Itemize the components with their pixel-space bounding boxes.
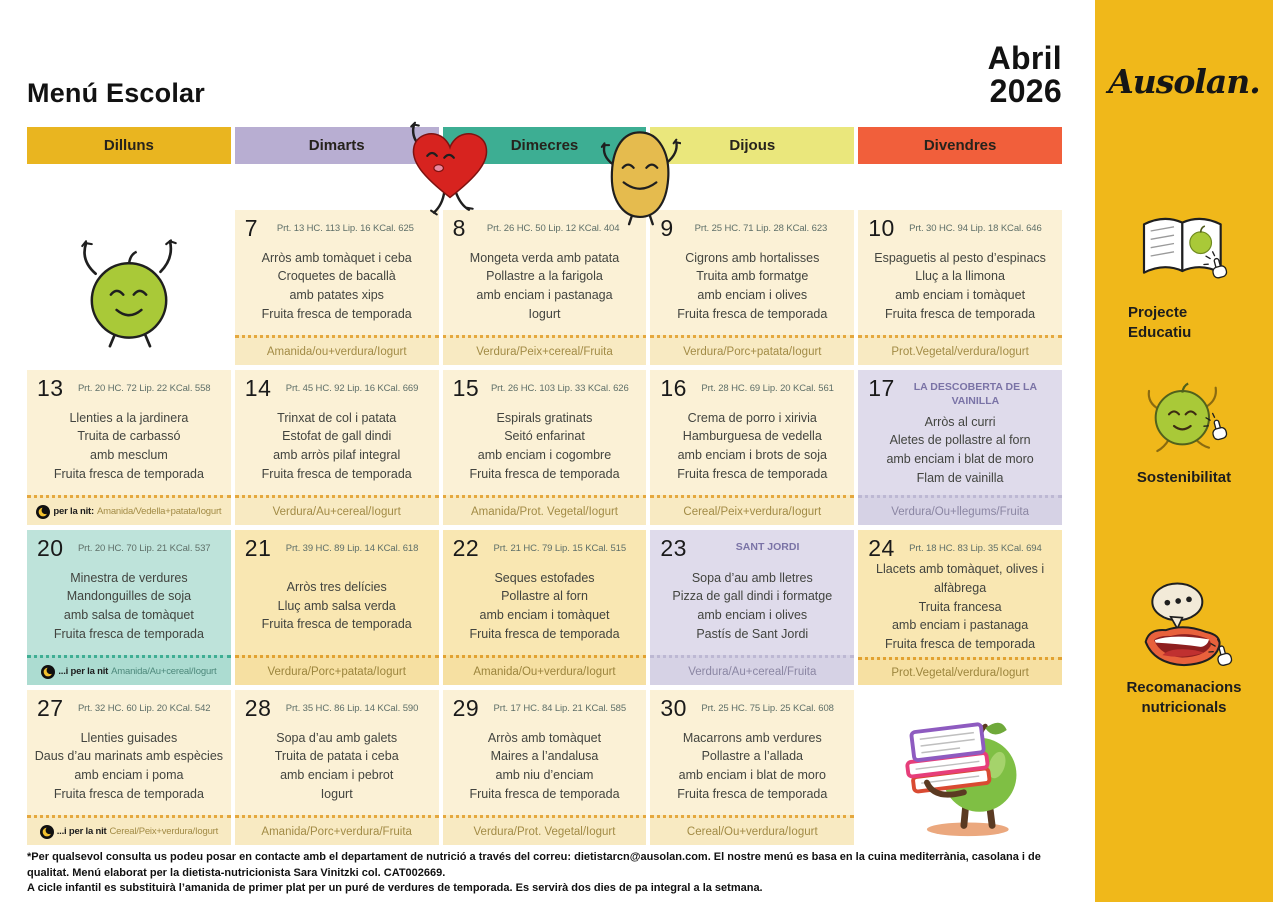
menu-item: Iogurt bbox=[320, 786, 353, 801]
moon-icon bbox=[36, 505, 50, 519]
menu-item: Minestra de verdures bbox=[70, 570, 188, 585]
nutrition-info: Prt. 18 HC. 83 Lip. 35 KCal. 694 bbox=[909, 543, 1042, 554]
day-cell-28 bbox=[235, 690, 439, 845]
day-cell-21 bbox=[235, 530, 439, 685]
heart-character-illustration bbox=[399, 118, 501, 222]
mouth-icon bbox=[1134, 580, 1234, 672]
nutrition-info: Prt. 21 HC. 79 Lip. 15 KCal. 515 bbox=[493, 543, 627, 554]
day-number: 22 bbox=[452, 535, 480, 561]
menu-item: Truita de patata i ceba bbox=[274, 749, 399, 764]
menu-item: amb mesclum bbox=[90, 448, 168, 462]
food-groups-footer: Verdura/Au+cereal/Iogurt bbox=[235, 495, 439, 525]
day-number: 24 bbox=[868, 535, 895, 561]
day-cell-16 bbox=[650, 370, 854, 525]
menu-list bbox=[443, 560, 647, 655]
menu-item: Fruita fresca de temporada bbox=[469, 626, 620, 641]
page-title: Menú Escolar bbox=[27, 78, 205, 108]
menu-list bbox=[27, 720, 231, 815]
menu-item: Fruita fresca de temporada bbox=[469, 786, 620, 801]
sidebar-item-projecte-educatiu[interactable] bbox=[1095, 205, 1273, 342]
food-groups-text: Amanida/Vedella+patata/Iogurt bbox=[96, 506, 222, 517]
menu-item: amb enciam i blat de moro bbox=[886, 452, 1034, 467]
footnote bbox=[27, 850, 1062, 897]
nutrition-info: Prt. 45 HC. 92 Lip. 16 KCal. 669 bbox=[285, 383, 419, 394]
menu-item: amb salsa de tomàquet bbox=[63, 608, 194, 622]
menu-list bbox=[858, 408, 1062, 495]
day-number: 13 bbox=[37, 375, 64, 401]
nutrition-info: Prt. 32 HC. 60 Lip. 20 KCal. 542 bbox=[77, 703, 211, 714]
menu-item: Pollastre a l’allada bbox=[701, 749, 804, 764]
sidebar-item-label: Recomanacions nutricionals bbox=[1126, 679, 1242, 716]
nutrition-info: Prt. 28 HC. 69 Lip. 20 KCal. 561 bbox=[701, 383, 834, 394]
day-number: 23 bbox=[660, 535, 687, 561]
menu-item: Crema de porro i xirivia bbox=[687, 410, 817, 425]
menu-item: Arròs tres delícies bbox=[286, 579, 387, 594]
menu-item: amb enciam i pastanaga bbox=[891, 618, 1029, 633]
day-cell-15 bbox=[443, 370, 647, 525]
menu-item: Seitó enfarinat bbox=[504, 429, 585, 444]
menu-item: amb arròs pilaf integral bbox=[273, 448, 401, 462]
weekday-header-dimecres: Dimecres bbox=[443, 127, 647, 164]
day-number: 29 bbox=[452, 695, 480, 721]
day-cell-17 bbox=[858, 370, 1062, 525]
sidebar-item-label: Projecte Educatiu bbox=[1128, 304, 1192, 341]
menu-list bbox=[235, 240, 439, 335]
food-groups-footer: Verdura/Peix+cereal/Fruita bbox=[443, 335, 647, 365]
day-number: 17 bbox=[868, 375, 895, 401]
nutrition-info: Prt. 25 HC. 71 Lip. 28 KCal. 623 bbox=[694, 223, 828, 234]
day-number: 16 bbox=[660, 375, 687, 401]
apple-books-character bbox=[858, 690, 1062, 845]
nutrition-info: Prt. 17 HC. 84 Lip. 21 KCal. 585 bbox=[493, 703, 627, 714]
food-groups-footer: Verdura/Porc+patata/Iogurt bbox=[235, 655, 439, 685]
menu-item: Llenties a la jardinera bbox=[69, 410, 189, 425]
menu-item: amb enciam i olives bbox=[697, 288, 808, 302]
day-cell-30 bbox=[650, 690, 854, 845]
menu-item: Llenties guisades bbox=[80, 730, 178, 745]
day-cell-8 bbox=[443, 210, 647, 365]
menu-item: Truita francesa bbox=[918, 599, 1002, 614]
day-number: 20 bbox=[37, 535, 64, 561]
menu-item: Maires a l’andalusa bbox=[490, 749, 599, 764]
menu-item: amb enciam i olives bbox=[697, 608, 808, 622]
menu-item: Aletes de pollastre al forn bbox=[889, 433, 1031, 448]
menu-item: Lluç a la llimona bbox=[915, 269, 1005, 284]
day-cell-7 bbox=[235, 210, 439, 365]
nutrition-info: Prt. 26 HC. 103 Lip. 33 KCal. 626 bbox=[490, 383, 629, 394]
menu-main-area bbox=[27, 0, 1062, 902]
food-groups-footer bbox=[27, 815, 231, 845]
menu-list bbox=[27, 400, 231, 495]
menu-item: Arròs amb tomàquet i ceba bbox=[261, 250, 412, 265]
special-day-title: LA DESCOBERTA DE LA VAINILLA bbox=[913, 381, 1038, 408]
day-cell-22 bbox=[443, 530, 647, 685]
menu-item: Truita amb formatge bbox=[696, 269, 809, 284]
menu-item: Fruita fresca de temporada bbox=[53, 626, 204, 641]
menu-item: amb enciam i tomàquet bbox=[895, 288, 1026, 302]
special-day-title: SANT JORDI bbox=[735, 541, 800, 553]
menu-list bbox=[235, 720, 439, 815]
menu-item: amb enciam i poma bbox=[74, 768, 184, 782]
menu-list bbox=[235, 400, 439, 495]
night-prefix: ...i per la nit bbox=[56, 826, 107, 837]
day-number: 10 bbox=[868, 215, 895, 241]
menu-item: Estofat de gall dindi bbox=[282, 429, 392, 444]
footnote-line-2: A cicle infantil es substituirà l’amanida de primer plat per un puré de verdures de temporada. Es servirà dos dies de pa integral a la setmana. bbox=[27, 882, 763, 895]
menu-item: Trinxat de col i patata bbox=[277, 410, 397, 425]
food-groups-text: Amanida/Au+cereal/Iogurt bbox=[111, 666, 217, 677]
menu-item: Cigrons amb hortalisses bbox=[685, 250, 820, 265]
menu-item: amb enciam i cogombre bbox=[477, 448, 612, 462]
menu-list bbox=[443, 400, 647, 495]
potato-character-illustration bbox=[599, 126, 681, 226]
menu-item: amb enciam i pastanaga bbox=[476, 288, 613, 302]
food-groups-footer bbox=[27, 655, 231, 685]
nutrition-info: Prt. 26 HC. 50 Lip. 12 KCal. 404 bbox=[486, 223, 620, 234]
nutrition-info: Prt. 20 HC. 72 Lip. 22 KCal. 558 bbox=[77, 383, 211, 394]
menu-item: Fruita fresca de temporada bbox=[53, 466, 204, 481]
menu-item: Iogurt bbox=[528, 306, 561, 321]
day-number: 8 bbox=[452, 215, 466, 241]
weekday-header-divendres: Divendres bbox=[858, 127, 1062, 164]
menu-list bbox=[650, 400, 854, 495]
menu-item: Fruita fresca de temporada bbox=[261, 306, 412, 321]
menu-item: Sopa d’au amb galets bbox=[276, 730, 398, 745]
food-groups-footer: Amanida/Ou+verdura/Iogurt bbox=[443, 655, 647, 685]
menu-item: amb niu d’enciam bbox=[495, 768, 594, 782]
food-groups-footer: Prot.Vegetal/verdura/Iogurt bbox=[858, 335, 1062, 365]
nutrition-info: Prt. 20 HC. 70 Lip. 21 KCal. 537 bbox=[77, 543, 211, 554]
menu-item: Pizza de gall dindi i formatge bbox=[672, 589, 833, 604]
menu-item: Macarrons amb verdures bbox=[682, 730, 822, 745]
menu-item: Espirals gratinats bbox=[496, 410, 593, 425]
food-groups-footer: Amanida/Prot. Vegetal/Iogurt bbox=[443, 495, 647, 525]
day-cell-29 bbox=[443, 690, 647, 845]
menu-item: amb patates xips bbox=[289, 288, 384, 302]
day-number: 27 bbox=[37, 695, 64, 721]
sidebar-item-sostenibilitat[interactable] bbox=[1095, 370, 1273, 488]
menu-item: Lluç amb salsa verda bbox=[277, 598, 396, 613]
food-groups-text: Cereal/Peix+verdura/Iogurt bbox=[109, 826, 219, 837]
menu-item: Croquetes de bacallà bbox=[277, 269, 396, 284]
food-groups-footer: Verdura/Prot. Vegetal/Iogurt bbox=[443, 815, 647, 845]
food-groups-footer: Verdura/Ou+llegums/Fruita bbox=[858, 495, 1062, 525]
menu-list bbox=[650, 720, 854, 815]
day-cell-14 bbox=[235, 370, 439, 525]
nutrition-info: Prt. 25 HC. 75 Lip. 25 KCal. 608 bbox=[701, 703, 834, 714]
day-number: 21 bbox=[244, 535, 272, 561]
calendar-grid bbox=[27, 210, 1062, 845]
menu-list bbox=[858, 560, 1062, 657]
night-prefix: per la nit: bbox=[53, 506, 94, 517]
menu-item: Flam de vainilla bbox=[916, 470, 1004, 485]
weekday-header-dimarts: Dimarts bbox=[235, 127, 439, 164]
menu-item: Daus d’au marinats amb espècies bbox=[34, 749, 224, 764]
day-cell-13 bbox=[27, 370, 231, 525]
day-cell-23 bbox=[650, 530, 854, 685]
sidebar-item-recomanacions-nutricionals[interactable] bbox=[1095, 580, 1273, 717]
nutrition-info: Prt. 39 HC. 89 Lip. 14 KCal. 618 bbox=[285, 543, 419, 554]
food-groups-footer bbox=[27, 495, 231, 525]
menu-item: Mongeta verda amb patata bbox=[469, 250, 620, 265]
menu-item: amb enciam i pebrot bbox=[280, 768, 394, 782]
menu-item: Arròs al curri bbox=[924, 414, 996, 429]
menu-item: Truita de carbassó bbox=[77, 429, 181, 444]
day-cell-10 bbox=[858, 210, 1062, 365]
menu-item: Seques estofades bbox=[494, 570, 595, 585]
day-number: 7 bbox=[244, 215, 259, 241]
day-number: 28 bbox=[244, 695, 272, 721]
year-label: 2026 bbox=[989, 72, 1062, 109]
day-number: 15 bbox=[452, 375, 480, 401]
food-groups-footer: Cereal/Ou+verdura/Iogurt bbox=[650, 815, 854, 845]
food-groups-footer: Amanida/ou+verdura/Iogurt bbox=[235, 335, 439, 365]
menu-item: Arròs amb tomàquet bbox=[487, 730, 602, 745]
menu-item: Fruita fresca de temporada bbox=[469, 466, 620, 481]
footnote-line-1: *Per qualsevol consulta us podeu posar en contacte amb el departament de nutrició a través del correu: dietistarcn@ausolan.com. El nostre menú es basa en la cuina mediterrània, casolana i de qualitat. Menú elaborat per la dietista-nutricionista Sara Vinitzki col. CAT002669. bbox=[27, 851, 1041, 879]
day-number: 30 bbox=[660, 695, 687, 721]
night-prefix: ...i per la nit bbox=[58, 666, 109, 677]
weekday-header-row bbox=[27, 127, 1062, 164]
menu-item: Sopa d’au amb lletres bbox=[691, 570, 813, 585]
menu-item: Fruita fresca de temporada bbox=[53, 786, 204, 801]
menu-list bbox=[235, 560, 439, 655]
menu-item: Espaguetis al pesto d’espinacs bbox=[874, 250, 1046, 265]
apple-icon bbox=[1134, 370, 1234, 462]
menu-item: Fruita fresca de temporada bbox=[885, 637, 1036, 651]
menu-item: Mandonguilles de soja bbox=[66, 589, 192, 604]
nutrition-info: Prt. 35 HC. 86 Lip. 14 KCal. 590 bbox=[285, 703, 419, 714]
sidebar bbox=[1095, 0, 1273, 902]
menu-item: amb enciam i brots de soja bbox=[677, 448, 827, 462]
menu-item: Pollastre al forn bbox=[501, 589, 588, 604]
day-number: 14 bbox=[244, 375, 272, 401]
day-cell-9 bbox=[650, 210, 854, 365]
book-icon bbox=[1134, 205, 1234, 297]
menu-item: Pollastre a la farigola bbox=[486, 269, 603, 284]
menu-list bbox=[443, 720, 647, 815]
month-label: Abril bbox=[987, 40, 1062, 76]
menu-item: Fruita fresca de temporada bbox=[677, 306, 828, 321]
moon-icon bbox=[40, 825, 54, 839]
sidebar-item-label: Sostenibilitat bbox=[1136, 469, 1232, 486]
food-groups-footer: Verdura/Au+cereal/Fruita bbox=[650, 655, 854, 685]
menu-list bbox=[27, 560, 231, 655]
day-cell-24 bbox=[858, 530, 1062, 685]
menu-item: Llacets amb tomàquet, olives i alfàbrega bbox=[876, 562, 1045, 595]
apple-character bbox=[27, 210, 231, 365]
menu-list bbox=[650, 240, 854, 335]
food-groups-footer: Verdura/Porc+patata/Iogurt bbox=[650, 335, 854, 365]
moon-icon bbox=[41, 665, 55, 679]
weekday-header-dilluns: Dilluns bbox=[27, 127, 231, 164]
menu-list bbox=[650, 560, 854, 655]
menu-item: amb enciam i tomàquet bbox=[479, 608, 610, 622]
nutrition-info: Prt. 30 HC. 94 Lip. 18 KCal. 646 bbox=[909, 223, 1042, 234]
weekday-header-dijous: Dijous bbox=[650, 127, 854, 164]
day-cell-27 bbox=[27, 690, 231, 845]
ausolan-logo: Ausolan. bbox=[1108, 62, 1260, 101]
food-groups-footer: Amanida/Porc+verdura/Fruita bbox=[235, 815, 439, 845]
food-groups-footer: Prot.Vegetal/verdura/Iogurt bbox=[858, 657, 1062, 685]
menu-list bbox=[443, 240, 647, 335]
month-year-label bbox=[988, 42, 1062, 107]
menu-list bbox=[858, 240, 1062, 335]
menu-item: Fruita fresca de temporada bbox=[677, 466, 828, 481]
food-groups-footer: Cereal/Peix+verdura/Iogurt bbox=[650, 495, 854, 525]
menu-item: Hamburguesa de vedella bbox=[682, 429, 822, 444]
menu-item: Fruita fresca de temporada bbox=[261, 617, 412, 632]
day-number: 9 bbox=[660, 215, 674, 241]
menu-item: amb enciam i blat de moro bbox=[678, 768, 826, 782]
menu-item: Fruita fresca de temporada bbox=[677, 786, 828, 801]
menu-item: Fruita fresca de temporada bbox=[261, 466, 412, 481]
menu-item: Fruita fresca de temporada bbox=[885, 306, 1036, 321]
menu-item: Pastís de Sant Jordi bbox=[696, 626, 809, 641]
illustration-apple-books-character bbox=[858, 690, 1062, 845]
nutrition-info: Prt. 13 HC. 113 Lip. 16 KCal. 625 bbox=[276, 223, 414, 234]
illustration-apple-character bbox=[27, 210, 231, 365]
day-cell-20 bbox=[27, 530, 231, 685]
